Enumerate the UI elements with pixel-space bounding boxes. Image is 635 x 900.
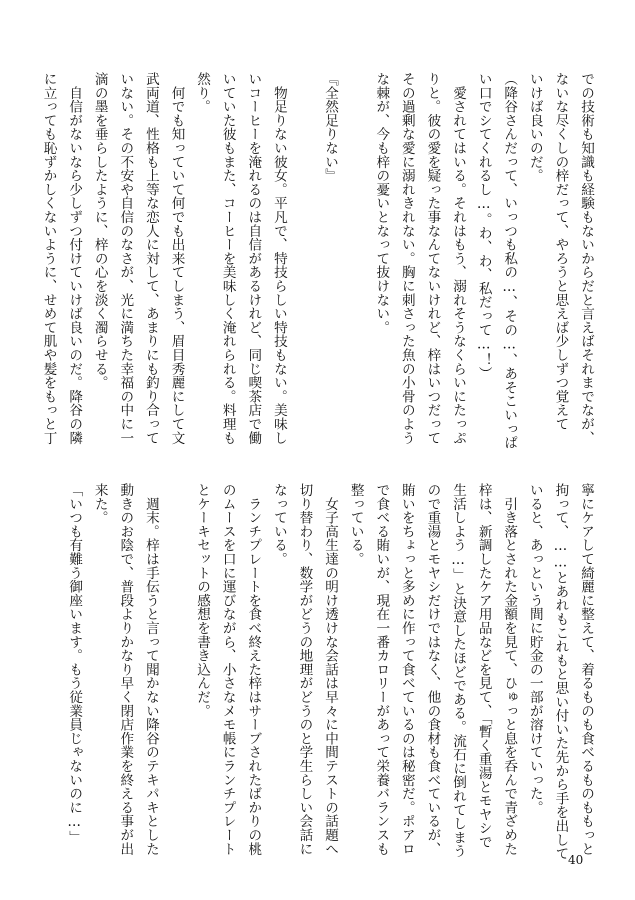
text-column: 寧にケアして綺麗に整えて、着るものも食べるものももっと	[578, 483, 594, 856]
text-column: 『全然足りない』	[322, 72, 339, 183]
text-column: ランチプレートを食べ終えた梓はサーブされたばかりの桃	[245, 483, 262, 856]
text-column: 生活しよう…」と決意したほどである。流石に倒れてしまう	[450, 483, 467, 858]
text-column: 然り。	[194, 72, 211, 114]
text-column: いコーヒーを淹れるのは自信があるけれど、同じ喫茶店で働	[245, 72, 262, 445]
text-column: いけば良いのだ。	[526, 72, 543, 183]
text-column: 動きのお陰で、普段よりかなり早く閉店作業を終える事が出	[117, 483, 134, 856]
text-column: ないな尽くしの梓だって、やろうと思えば少しずつ覚えて	[552, 72, 569, 431]
text-column: いない。その不安や自信のなさが、光に満ちた幸福の中に一	[117, 72, 134, 445]
text-column: 「いつも有難う御座います。もう従業員じゃないのに…」	[66, 483, 83, 845]
upper-text-block	[40, 72, 598, 450]
text-column: 引き落とされた金額を見て、ひゅっと息を呑んで青ざめた	[501, 483, 518, 856]
text-column: なっている。	[270, 483, 287, 566]
text-column: のムースを口に運びながら、小さなメモ帳にランチプレート	[219, 483, 236, 856]
text-column: 整っている。	[347, 483, 364, 566]
text-column: 賄いをちょっと多めに作って食べているのは秘密だ。ポアロ	[398, 483, 415, 856]
text-column: 何でも知っていて何でも出来てしまう、眉目秀麗にして文	[168, 72, 185, 445]
text-column: 物足りない彼女。平凡で、特技らしい特技もない。美味し	[270, 72, 287, 445]
text-column: 拘って、……とあれもこれもと思い付いた先から手を出して	[552, 483, 569, 861]
text-column: 自信がないなら少しずつ付けていけば良いのだ。降谷の隣	[66, 72, 83, 445]
text-column: い口でシてくれるし…。わ、わ、私だって…！）	[475, 72, 492, 381]
text-column: 来た。	[91, 483, 108, 525]
text-column	[342, 72, 368, 426]
text-column: 女子高生達の明け透けな会話は早々に中間テストの話題へ	[322, 483, 339, 856]
text-column: 愛されてはいる。それはもう、溺れそうなくらいにたっぷ	[450, 72, 467, 445]
text-column: りと。彼の愛を疑った事なんてないけれど、梓はいつだって	[424, 72, 441, 445]
text-column: な棘が、今も梓の憂いとなって抜けない。	[373, 72, 390, 335]
text-column: 週末。梓は手伝うと言って聞かない降谷のテキパキとした	[142, 483, 159, 856]
text-column: での技術も知識も経験もないからだと言えばそれまでなが、	[578, 72, 594, 445]
text-column: で食べる賄いが、現在一番カロリーがあって栄養バランスも	[373, 483, 390, 856]
text-column: とケーキセットの感想を書き込んだ。	[194, 483, 211, 718]
text-column	[291, 72, 317, 426]
text-column: 切り替わり、数学がどうの地理がどうのと学生らしい会話に	[296, 483, 313, 856]
text-column	[163, 483, 189, 825]
text-column: 梓は、新調したケア用品などを見て、「暫く重湯とモヤシで	[475, 483, 492, 849]
text-column: （降谷さんだって、いっつも私の…、その…、あそこいっぱ	[501, 72, 518, 450]
page-number: 40	[568, 853, 584, 867]
text-column: いていた彼もまた、コーヒーを美味しく淹れられる。料理も	[219, 72, 236, 445]
text-column: 滴の墨を垂らしたように、梓の心を淡く濁らせる。	[91, 72, 108, 390]
text-column: いると、あっという間に貯金の一部が溶けていった。	[526, 483, 543, 815]
text-column: その過剰な愛に溺れきれない。胸に刺さった魚の小骨のよう	[398, 72, 415, 445]
text-column: ので重湯とモヤシだけではなく、他の食材も食べているが、	[424, 483, 441, 856]
text-column: に立っても恥ずかしくないように、せめて肌や髪をもっと丁	[40, 72, 57, 445]
text-column: 武両道、性格も上等な恋人に対して、あまりにも釣り合って	[142, 72, 159, 445]
